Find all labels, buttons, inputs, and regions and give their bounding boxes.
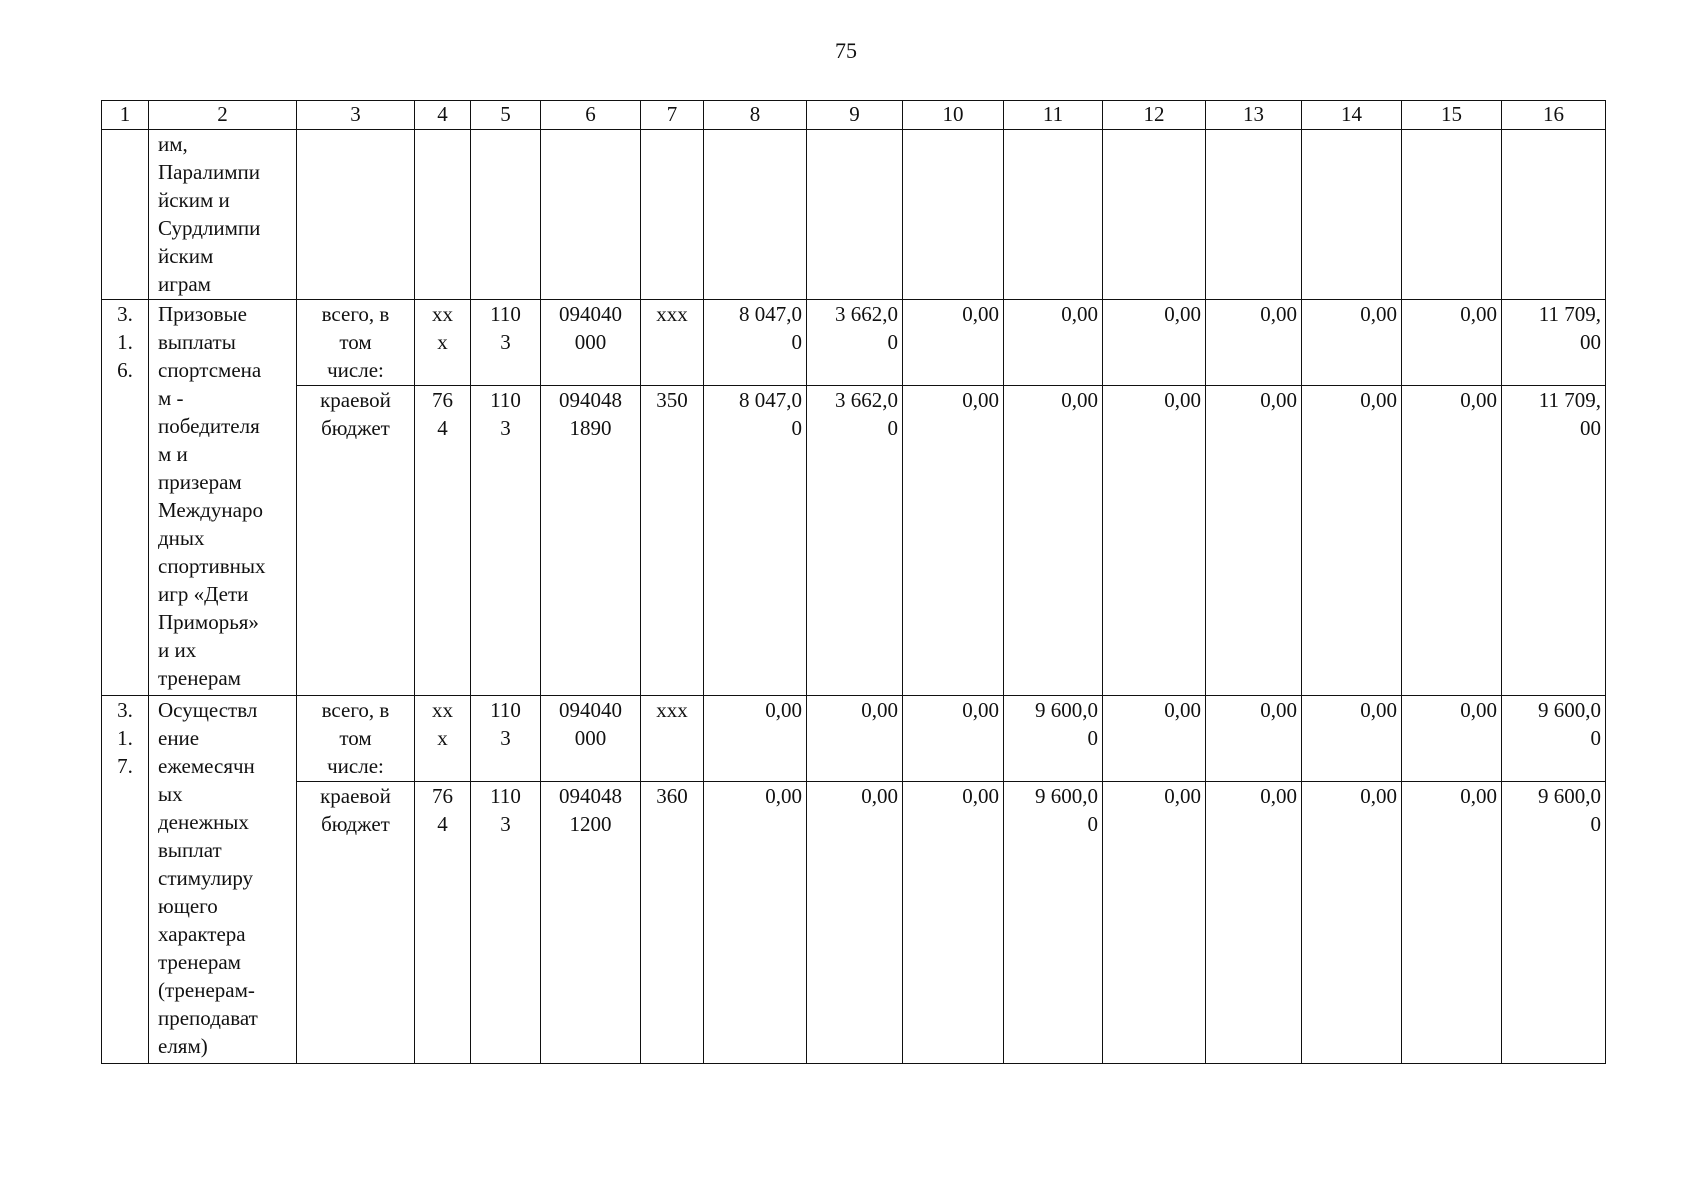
value: 0,00 xyxy=(861,784,898,808)
value-cell xyxy=(1004,782,1103,1064)
value: 0,00 xyxy=(962,784,999,808)
target-code-cell xyxy=(541,782,641,1064)
value: 0,00 xyxy=(1460,388,1497,412)
item-number-cell xyxy=(102,130,149,300)
source-cell xyxy=(297,696,415,782)
value-cell xyxy=(1206,696,1302,782)
page-number: 75 xyxy=(835,38,857,63)
budget-table xyxy=(101,100,1606,1064)
item-name: Призовые выплаты спортсмена м - победителя м и призерам Междунаро дных спортивных игр «Дети Приморья» и их тренерам xyxy=(158,302,266,690)
value-cell xyxy=(1402,782,1502,1064)
target-code: 094040 000 xyxy=(559,698,622,750)
value-cell xyxy=(704,386,807,696)
value-cell xyxy=(1206,300,1302,386)
continuation-row xyxy=(102,130,1606,300)
empty-cell xyxy=(1402,130,1502,300)
value: 9 600,0 0 xyxy=(1538,784,1601,836)
value: 0,00 xyxy=(1260,698,1297,722)
value-cell xyxy=(1402,386,1502,696)
value-cell xyxy=(1004,386,1103,696)
empty-cell xyxy=(903,130,1004,300)
value-cell xyxy=(807,696,903,782)
source-text: краевой бюджет xyxy=(320,388,391,440)
header-cell: 15 xyxy=(1402,101,1502,130)
header-cell: 9 xyxy=(807,101,903,130)
expense-code: ххх xyxy=(656,698,688,722)
item-number-cell xyxy=(102,696,149,1064)
admin-code-cell xyxy=(415,386,471,696)
admin-code-cell xyxy=(415,300,471,386)
value: 9 600,0 0 xyxy=(1538,698,1601,750)
value-cell xyxy=(1402,696,1502,782)
header-cell: 3 xyxy=(297,101,415,130)
section-code-cell xyxy=(471,300,541,386)
table-row xyxy=(102,782,1606,1064)
value: 0,00 xyxy=(1164,698,1201,722)
value-cell xyxy=(1502,386,1606,696)
target-code: 094048 1890 xyxy=(559,388,622,440)
value-cell xyxy=(903,386,1004,696)
value: 0,00 xyxy=(962,302,999,326)
value: 0,00 xyxy=(1360,302,1397,326)
item-number: 3. 1. 6. xyxy=(117,302,133,382)
value: 0,00 xyxy=(1460,302,1497,326)
empty-cell xyxy=(1103,130,1206,300)
source-cell xyxy=(297,386,415,696)
admin-code: 76 4 xyxy=(432,784,453,836)
source-text: краевой бюджет xyxy=(320,784,391,836)
item-name: им, Паралимпи йским и Сурдлимпи йским играм xyxy=(158,132,261,296)
value: 0,00 xyxy=(861,698,898,722)
header-cell: 10 xyxy=(903,101,1004,130)
admin-code-cell xyxy=(415,696,471,782)
expense-code: 360 xyxy=(656,784,688,808)
value: 3 662,0 0 xyxy=(835,388,898,440)
header-cell: 11 xyxy=(1004,101,1103,130)
value-cell xyxy=(1502,696,1606,782)
section-code: 110 3 xyxy=(490,784,521,836)
value-cell xyxy=(1502,782,1606,1064)
value-cell xyxy=(1502,300,1606,386)
admin-code: хх х xyxy=(432,698,453,750)
empty-cell xyxy=(807,130,903,300)
item-number: 3. 1. 7. xyxy=(117,698,133,778)
empty-cell xyxy=(1206,130,1302,300)
value: 0,00 xyxy=(1061,302,1098,326)
value: 0,00 xyxy=(1260,302,1297,326)
empty-cell xyxy=(415,130,471,300)
value-cell xyxy=(704,696,807,782)
expense-code: 350 xyxy=(656,388,688,412)
value-cell xyxy=(903,696,1004,782)
value: 3 662,0 0 xyxy=(835,302,898,354)
value-cell xyxy=(704,782,807,1064)
value: 0,00 xyxy=(962,388,999,412)
value: 0,00 xyxy=(962,698,999,722)
empty-cell xyxy=(541,130,641,300)
section-code: 110 3 xyxy=(490,388,521,440)
section-code: 110 3 xyxy=(490,698,521,750)
value: 11 709, 00 xyxy=(1538,388,1601,440)
value-cell xyxy=(1103,300,1206,386)
target-code-cell xyxy=(541,386,641,696)
expense-code-cell xyxy=(641,300,704,386)
value-cell xyxy=(903,300,1004,386)
empty-cell xyxy=(297,130,415,300)
empty-cell xyxy=(1302,130,1402,300)
value: 0,00 xyxy=(1460,784,1497,808)
header-cell: 4 xyxy=(415,101,471,130)
item-name-cell xyxy=(149,130,297,300)
value: 0,00 xyxy=(1360,784,1397,808)
header-cell: 14 xyxy=(1302,101,1402,130)
source-cell xyxy=(297,782,415,1064)
expense-code: ххх xyxy=(656,302,688,326)
section-code-cell xyxy=(471,696,541,782)
empty-cell xyxy=(1004,130,1103,300)
header-cell: 1 xyxy=(102,101,149,130)
header-cell: 6 xyxy=(541,101,641,130)
section-code: 110 3 xyxy=(490,302,521,354)
source-text: всего, в том числе: xyxy=(321,302,390,382)
empty-cell xyxy=(1502,130,1606,300)
value: 0,00 xyxy=(1061,388,1098,412)
value-cell xyxy=(807,782,903,1064)
value-cell xyxy=(1402,300,1502,386)
table-row xyxy=(102,300,1606,386)
admin-code-cell xyxy=(415,782,471,1064)
value: 0,00 xyxy=(1164,784,1201,808)
empty-cell xyxy=(641,130,704,300)
table-row xyxy=(102,386,1606,696)
value-cell xyxy=(1206,782,1302,1064)
value: 8 047,0 0 xyxy=(739,302,802,354)
value: 9 600,0 0 xyxy=(1035,698,1098,750)
value-cell xyxy=(1103,386,1206,696)
value-cell xyxy=(1206,386,1302,696)
item-name-cell xyxy=(149,696,297,1064)
header-row xyxy=(102,101,1606,130)
value: 0,00 xyxy=(1360,698,1397,722)
value: 0,00 xyxy=(765,784,802,808)
value: 0,00 xyxy=(1460,698,1497,722)
header-cell: 7 xyxy=(641,101,704,130)
value: 0,00 xyxy=(1260,388,1297,412)
value: 0,00 xyxy=(1360,388,1397,412)
value-cell xyxy=(1302,300,1402,386)
empty-cell xyxy=(471,130,541,300)
value: 0,00 xyxy=(765,698,802,722)
empty-cell xyxy=(704,130,807,300)
header-cell: 13 xyxy=(1206,101,1302,130)
value-cell xyxy=(903,782,1004,1064)
expense-code-cell xyxy=(641,782,704,1064)
value: 0,00 xyxy=(1260,784,1297,808)
value-cell xyxy=(1004,696,1103,782)
value: 0,00 xyxy=(1164,388,1201,412)
value: 8 047,0 0 xyxy=(739,388,802,440)
table-row xyxy=(102,696,1606,782)
value-cell xyxy=(1302,696,1402,782)
value: 0,00 xyxy=(1164,302,1201,326)
header-cell: 16 xyxy=(1502,101,1606,130)
value: 11 709, 00 xyxy=(1538,302,1601,354)
item-name: Осуществл ение ежемесячн ых денежных выплат стимулиру ющего характера тренерам (тренерам- преподават елям) xyxy=(158,698,258,1058)
header-cell: 5 xyxy=(471,101,541,130)
expense-code-cell xyxy=(641,696,704,782)
value-cell xyxy=(1103,696,1206,782)
target-code: 094048 1200 xyxy=(559,784,622,836)
value-cell xyxy=(704,300,807,386)
header-cell: 2 xyxy=(149,101,297,130)
source-cell xyxy=(297,300,415,386)
source-text: всего, в том числе: xyxy=(321,698,390,778)
section-code-cell xyxy=(471,782,541,1064)
admin-code: хх х xyxy=(432,302,453,354)
section-code-cell xyxy=(471,386,541,696)
item-name-cell xyxy=(149,300,297,696)
target-code-cell xyxy=(541,300,641,386)
header-cell: 12 xyxy=(1103,101,1206,130)
value-cell xyxy=(1103,782,1206,1064)
value-cell xyxy=(1302,782,1402,1064)
value-cell xyxy=(807,386,903,696)
admin-code: 76 4 xyxy=(432,388,453,440)
value-cell xyxy=(1004,300,1103,386)
item-number-cell xyxy=(102,300,149,696)
header-cell: 8 xyxy=(704,101,807,130)
value: 9 600,0 0 xyxy=(1035,784,1098,836)
target-code: 094040 000 xyxy=(559,302,622,354)
target-code-cell xyxy=(541,696,641,782)
value-cell xyxy=(807,300,903,386)
value-cell xyxy=(1302,386,1402,696)
expense-code-cell xyxy=(641,386,704,696)
